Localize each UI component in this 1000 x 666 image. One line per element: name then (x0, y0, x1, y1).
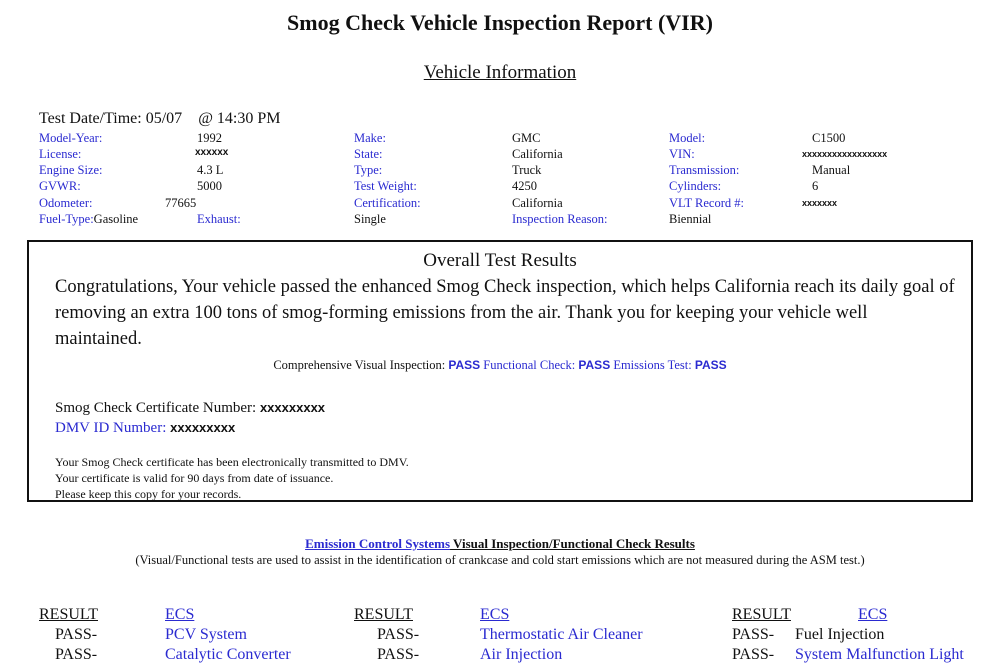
ecs-header: ECS (165, 606, 195, 623)
type-label: Type: (354, 163, 383, 177)
certification-label: Certification: (354, 196, 421, 210)
certification-value: California (512, 196, 563, 210)
license-label: License: (39, 147, 82, 161)
inspection-reason-value: Biennial (669, 212, 712, 226)
note-line: Your certificate is valid for 90 days from date of issuance. (55, 471, 334, 485)
model-value: C1500 (812, 131, 846, 145)
result-header: RESULT (732, 606, 791, 623)
fuel-type-value: Gasoline (93, 212, 139, 226)
ecs-item: Catalytic Converter (165, 646, 291, 663)
test-time: @ 14:30 PM (198, 110, 281, 127)
cert-value: xxxxxxxxx (259, 400, 326, 415)
section-title: Vehicle Information (423, 62, 577, 83)
ecs-result: PASS- (732, 626, 775, 643)
ecs-result: PASS- (377, 626, 420, 643)
model-year-label: Model-Year: (39, 131, 103, 145)
gvwr-value: 5000 (197, 179, 222, 193)
ecs-item: System Malfunction Light (795, 646, 964, 663)
license-value: xxxxxx (195, 147, 229, 158)
cylinders-label: Cylinders: (669, 179, 722, 193)
test-date: 05/07 (145, 110, 183, 127)
test-datetime (39, 110, 281, 128)
vin-label: VIN: (669, 147, 695, 161)
vlt-label: VLT Record #: (669, 196, 744, 210)
note-line: Please keep this copy for your records. (55, 487, 242, 501)
fuel-type-label: Fuel-Type: (39, 212, 94, 226)
type-value: Truck (512, 163, 542, 177)
ecs-result: PASS- (732, 646, 775, 663)
ecs-result: PASS- (55, 646, 98, 663)
ecs-subtitle: (Visual/Functional tests are used to assist in the identification of crankcase and cold start emissions which are not measured during the ASM test.) (135, 553, 865, 567)
state-value: California (512, 147, 563, 161)
test-weight-value: 4250 (512, 179, 537, 193)
ecs-item: PCV System (165, 626, 247, 643)
congratulations-message: Congratulations, Your vehicle passed the enhanced Smog Check inspection, which helps California reach its daily goal of removing an extra 100 tons of smog-forming emissions from the air. Thank you for keeping your vehicle well maintained. (55, 277, 955, 349)
odometer-label: Odometer: (39, 196, 93, 210)
ecs-item: Air Injection (480, 646, 563, 663)
functional-result: PASS (578, 358, 611, 372)
dmv-value: xxxxxxxxx (170, 420, 236, 435)
ecs-item: Thermostatic Air Cleaner (480, 626, 643, 643)
ecs-header: ECS (858, 606, 888, 623)
test-datetime-label: Test Date/Time: (39, 110, 142, 127)
engine-size-label: Engine Size: (39, 163, 103, 177)
vlt-value: xxxxxxx (802, 198, 838, 208)
test-weight-label: Test Weight: (354, 179, 417, 193)
engine-size-value: 4.3 L (197, 163, 224, 177)
certificate-number (55, 400, 325, 417)
transmission-label: Transmission: (669, 163, 740, 177)
inspection-summary (29, 358, 971, 373)
result-header: RESULT (39, 606, 98, 623)
fuel-type (39, 212, 138, 227)
emissions-label: Emissions Test: (613, 358, 692, 372)
report-title: Smog Check Vehicle Inspection Report (VIR) (287, 10, 713, 35)
gvwr-label: GVWR: (39, 179, 81, 193)
cylinders-value: 6 (812, 179, 819, 193)
ecs-result: PASS- (377, 646, 420, 663)
make-value: GMC (512, 131, 541, 145)
emissions-result: PASS (694, 358, 727, 372)
ecs-title (0, 536, 1000, 552)
ecs-title-link[interactable]: Emission Control Systems (305, 536, 451, 551)
overall-results-box (27, 240, 973, 502)
result-header: RESULT (354, 606, 413, 623)
ecs-result: PASS- (55, 626, 98, 643)
cvi-label: Comprehensive Visual Inspection: (273, 358, 446, 372)
ecs-title-rest: Visual Inspection/Functional Check Results (450, 536, 695, 551)
cert-label: Smog Check Certificate Number: (55, 400, 257, 416)
transmission-value: Manual (812, 163, 851, 177)
ecs-header: ECS (480, 606, 510, 623)
odometer-value: 77665 (165, 196, 197, 210)
inspection-reason-label: Inspection Reason: (512, 212, 608, 226)
ecs-item: Fuel Injection (795, 626, 885, 643)
overall-results-title: Overall Test Results (423, 250, 577, 271)
exhaust-label: Exhaust: (197, 212, 241, 226)
note-line: Your Smog Check certificate has been electronically transmitted to DMV. (55, 455, 409, 469)
make-label: Make: (354, 131, 386, 145)
model-year-value: 1992 (197, 131, 222, 145)
state-label: State: (354, 147, 383, 161)
functional-label: Functional Check: (483, 358, 576, 372)
model-label: Model: (669, 131, 706, 145)
dmv-id-number (55, 420, 235, 437)
cvi-result: PASS (448, 358, 481, 372)
vin-value: xxxxxxxxxxxxxxxxx (802, 149, 888, 159)
exhaust-value: Single (354, 212, 386, 226)
dmv-label: DMV ID Number: (55, 420, 167, 436)
